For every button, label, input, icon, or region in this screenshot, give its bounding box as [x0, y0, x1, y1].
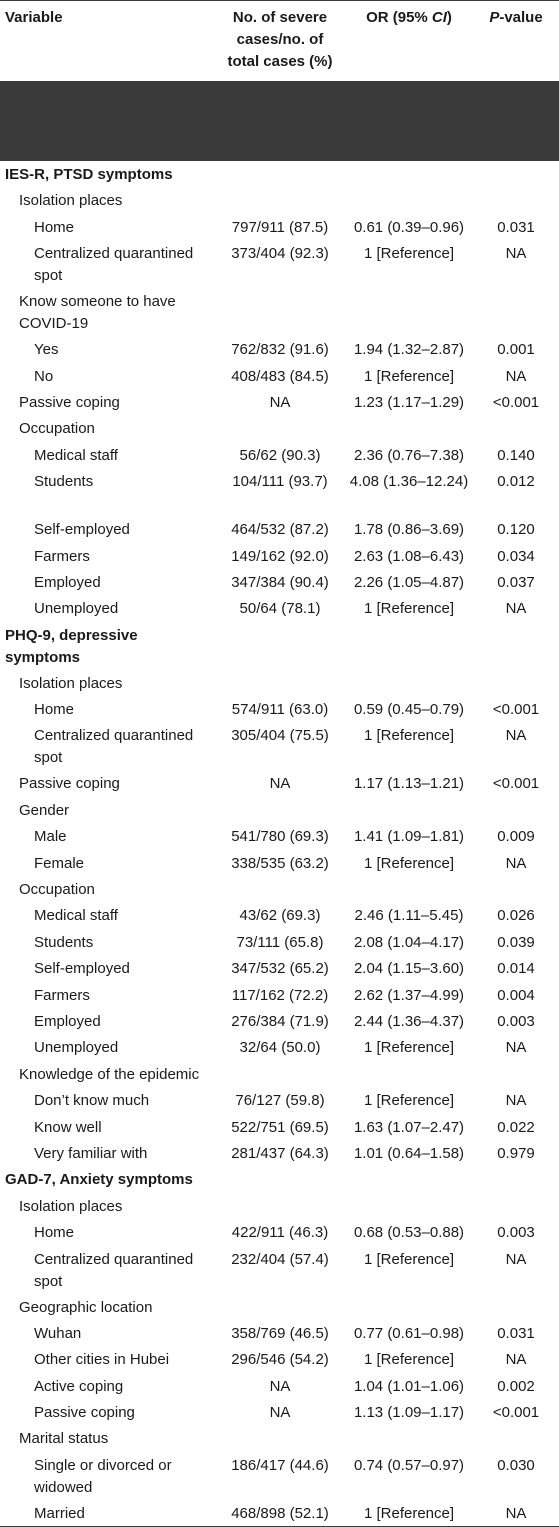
cell-variable: Know well [34, 1118, 102, 1136]
header-or: OR (95% CI) [366, 9, 452, 26]
cell-variable: Very familiar with [34, 1144, 148, 1162]
table-row [0, 595, 559, 621]
header-variable: Variable [5, 9, 63, 26]
cell-p [473, 1166, 559, 1192]
cell-or: 1 [Reference] [363, 854, 455, 872]
cell-cases: 149/162 (92.0) [231, 547, 329, 565]
cell-cases: 422/911 (46.3) [231, 1224, 329, 1242]
cell-p: 0.003 [497, 1224, 535, 1242]
cell-or: 0.61 (0.39–0.96) [353, 218, 465, 236]
cell-cases: 541/780 (69.3) [231, 828, 329, 846]
cell-variable: Passive coping [34, 1404, 135, 1422]
table-row [0, 1452, 559, 1500]
cell-or: 1.17 (1.13–1.21) [353, 775, 465, 793]
cell-variable: Farmers [34, 986, 90, 1004]
cell-or [345, 1166, 473, 1192]
cell-variable: Wuhan [34, 1324, 82, 1342]
cell-cases: 232/404 (57.4) [231, 1250, 329, 1268]
cell-p: NA [505, 367, 527, 385]
cell-or: 1.23 (1.17–1.29) [353, 393, 465, 411]
cell-variable: Isolation places [19, 1197, 123, 1215]
cell-cases [215, 876, 345, 902]
table-row [0, 1320, 559, 1346]
cell-cases: 186/417 (44.6) [231, 1456, 329, 1474]
section-row [0, 622, 559, 670]
cell-or: 1 [Reference] [363, 245, 455, 263]
cell-or [345, 187, 473, 213]
cell-or [345, 415, 473, 441]
cell-or: 4.08 (1.36–12.24) [349, 473, 469, 491]
cell-variable: Students [34, 933, 94, 951]
cell-cases [215, 797, 345, 823]
table-header [0, 1, 559, 161]
cell-or [345, 1425, 473, 1451]
cell-p [473, 415, 559, 441]
cell-cases: 338/535 (63.2) [231, 854, 329, 872]
cell-or: 2.04 (1.15–3.60) [353, 960, 465, 978]
cell-cases: 305/404 (75.5) [231, 727, 329, 745]
cell-cases: NA [269, 1377, 291, 1395]
cell-variable: Self-employed [34, 521, 130, 539]
cell-variable: Home [34, 1224, 75, 1242]
cell-cases [215, 161, 345, 187]
cell-cases: 276/384 (71.9) [231, 1012, 329, 1030]
cell-cases: 408/483 (84.5) [231, 367, 329, 385]
cell-cases: NA [269, 1404, 291, 1422]
group-row [0, 187, 559, 213]
cell-variable: Male [34, 828, 67, 846]
group-row [0, 670, 559, 696]
table-row [0, 696, 559, 722]
cell-cases [215, 670, 345, 696]
cell-cases: 104/111 (93.7) [232, 473, 328, 491]
cell-or: 1.01 (0.64–1.58) [353, 1144, 465, 1162]
cell-cases: 522/751 (69.5) [231, 1118, 329, 1136]
cell-p: NA [505, 1504, 527, 1522]
cell-variable: Know someone to have COVID-19 [19, 293, 176, 333]
table-row [0, 722, 559, 770]
cell-or [345, 876, 473, 902]
table-row [0, 902, 559, 928]
cell-variable: GAD-7, Anxiety symptoms [5, 1171, 193, 1189]
group-row [0, 876, 559, 902]
table-row [0, 929, 559, 955]
table-row [0, 569, 559, 595]
cell-cases: 117/162 (72.2) [231, 986, 329, 1004]
cell-p: 0.002 [497, 1377, 535, 1395]
cell-p: 0.031 [497, 1324, 535, 1342]
cell-p [473, 187, 559, 213]
cell-p: 0.030 [497, 1456, 535, 1474]
table-row [0, 1114, 559, 1140]
cell-or: 1 [Reference] [363, 1351, 455, 1369]
cell-variable: PHQ-9, depressive symptoms [5, 626, 138, 666]
cell-p: 0.012 [497, 473, 535, 491]
table-row [0, 823, 559, 849]
cell-variable: Centralized quarantined spot [34, 1250, 194, 1290]
cell-variable: Don’t know much [34, 1092, 150, 1110]
cell-or: 0.59 (0.45–0.79) [353, 701, 465, 719]
cell-p: <0.001 [492, 393, 540, 411]
cell-cases: 358/769 (46.5) [231, 1324, 329, 1342]
cell-p [473, 161, 559, 187]
table-row [0, 982, 559, 1008]
table-row [0, 240, 559, 288]
group-row [0, 1193, 559, 1219]
cell-cases: 468/898 (52.1) [231, 1504, 329, 1522]
cell-variable: Gender [19, 801, 70, 819]
cell-cases: 73/111 (65.8) [236, 933, 324, 951]
cell-p: NA [505, 727, 527, 745]
cell-p [473, 1061, 559, 1087]
cell-or: 0.74 (0.57–0.97) [353, 1456, 465, 1474]
cell-or: 1.94 (1.32–2.87) [353, 341, 465, 359]
table-row [0, 1008, 559, 1034]
cell-or: 1 [Reference] [363, 600, 455, 618]
cell-cases: 56/62 (90.3) [239, 446, 321, 464]
table-row [0, 770, 559, 796]
cell-cases: 50/64 (78.1) [239, 600, 321, 618]
cell-variable: Passive coping [19, 775, 120, 793]
table-row [0, 1087, 559, 1113]
cell-variable: Passive coping [19, 393, 120, 411]
group-row [0, 1061, 559, 1087]
cell-or [345, 1193, 473, 1219]
table-row [0, 442, 559, 468]
cell-variable: Centralized quarantined spot [34, 245, 194, 285]
cell-or: 1.78 (0.86–3.69) [353, 521, 465, 539]
cell-p: NA [505, 600, 527, 618]
cell-variable: Married [34, 1504, 85, 1522]
table-row [0, 1219, 559, 1245]
cell-p: 0.026 [497, 907, 535, 925]
cell-p: 0.140 [497, 446, 535, 464]
cell-or [345, 1061, 473, 1087]
cell-variable: Students [34, 473, 94, 491]
cell-or [345, 288, 473, 336]
table-row [0, 850, 559, 876]
cell-p: 0.037 [497, 573, 535, 591]
cell-or: 1 [Reference] [363, 727, 455, 745]
cell-p: NA [505, 1092, 527, 1110]
cell-variable: Occupation [19, 420, 95, 438]
cell-variable: Active coping [34, 1377, 124, 1395]
cell-p: NA [505, 1250, 527, 1268]
table-row [0, 1346, 559, 1372]
cell-p: 0.120 [497, 521, 535, 539]
table-row [0, 468, 559, 516]
cell-p: 0.014 [497, 960, 535, 978]
cell-or [345, 622, 473, 670]
cell-p [473, 797, 559, 823]
cell-p: NA [505, 854, 527, 872]
cell-p [473, 1425, 559, 1451]
cell-p: 0.979 [497, 1144, 535, 1162]
cell-or [345, 1294, 473, 1320]
cell-or: 1 [Reference] [363, 1250, 455, 1268]
cell-variable: Isolation places [19, 674, 123, 692]
cell-p: <0.001 [492, 701, 540, 719]
cell-cases: 32/64 (50.0) [239, 1039, 321, 1057]
cell-cases: 76/127 (59.8) [235, 1092, 325, 1110]
cell-or: 1.13 (1.09–1.17) [353, 1404, 465, 1422]
group-row [0, 415, 559, 441]
section-row [0, 1166, 559, 1192]
cell-cases [215, 1166, 345, 1192]
cell-or: 2.36 (0.76–7.38) [353, 446, 465, 464]
cell-variable: Farmers [34, 547, 90, 565]
cell-cases [215, 415, 345, 441]
table-row [0, 389, 559, 415]
cell-or [345, 797, 473, 823]
cell-p: NA [505, 1039, 527, 1057]
cell-p: 0.031 [497, 218, 535, 236]
cell-p: <0.001 [492, 775, 540, 793]
cell-or: 2.46 (1.11–5.45) [354, 907, 464, 925]
cell-variable: Centralized quarantined spot [34, 727, 194, 767]
cell-variable: Single or divorced or widowed [34, 1456, 172, 1496]
cell-cases [215, 187, 345, 213]
group-row [0, 1425, 559, 1451]
table-row [0, 1373, 559, 1399]
cell-variable: Self-employed [34, 960, 130, 978]
cell-variable: Home [34, 701, 75, 719]
cell-p [473, 288, 559, 336]
cell-variable: Unemployed [34, 600, 119, 618]
cell-cases: 281/437 (64.3) [231, 1144, 329, 1162]
cell-or [345, 161, 473, 187]
cell-cases: 762/832 (91.6) [231, 341, 329, 359]
cell-p: 0.034 [497, 547, 535, 565]
cell-variable: Occupation [19, 881, 95, 899]
table-body [0, 161, 559, 1526]
cell-or: 2.62 (1.37–4.99) [353, 986, 465, 1004]
cell-variable: IES-R, PTSD symptoms [5, 166, 173, 183]
header-p-value: P-value [489, 9, 543, 26]
group-row [0, 1294, 559, 1320]
cell-cases [215, 1193, 345, 1219]
cell-p: NA [505, 245, 527, 263]
cell-cases: 43/62 (69.3) [239, 907, 321, 925]
table-row [0, 516, 559, 542]
table-row [0, 543, 559, 569]
table-row [0, 1034, 559, 1060]
group-row [0, 288, 559, 336]
cell-or [345, 670, 473, 696]
cell-variable: Marital status [19, 1430, 109, 1448]
cell-p [473, 670, 559, 696]
cell-or: 1 [Reference] [363, 1039, 455, 1057]
cell-p: 0.039 [497, 933, 535, 951]
cell-cases: 464/532 (87.2) [231, 521, 329, 539]
cell-variable: Yes [34, 341, 59, 359]
cell-p: 0.001 [497, 341, 535, 359]
table-row [0, 214, 559, 240]
table-row [0, 955, 559, 981]
cell-variable: Unemployed [34, 1039, 119, 1057]
cell-variable: Isolation places [19, 192, 123, 210]
cell-variable: No [34, 367, 54, 385]
cell-or: 1 [Reference] [363, 367, 455, 385]
cell-variable: Medical staff [34, 446, 118, 464]
table-row [0, 1500, 559, 1526]
cell-or: 1.41 (1.09–1.81) [353, 828, 465, 846]
cell-or: 2.63 (1.08–6.43) [353, 547, 465, 565]
cell-p: <0.001 [492, 1404, 540, 1422]
cell-variable: Employed [34, 1012, 101, 1030]
cell-or: 1.63 (1.07–2.47) [353, 1118, 465, 1136]
cell-p: 0.003 [497, 1012, 535, 1030]
header-cases: No. of severe cases/no. of total cases (%) [227, 9, 333, 70]
cell-or: 0.77 (0.61–0.98) [353, 1324, 465, 1342]
table-row [0, 1246, 559, 1294]
table-row [0, 1399, 559, 1425]
cell-p [473, 1294, 559, 1320]
cell-cases: NA [269, 393, 291, 411]
cell-p [473, 1193, 559, 1219]
cell-cases [215, 288, 345, 336]
cell-variable: Employed [34, 573, 101, 591]
cell-cases [215, 622, 345, 670]
cell-variable: Other cities in Hubei [34, 1351, 170, 1369]
cell-or: 1 [Reference] [363, 1504, 455, 1522]
cell-or: 2.26 (1.05–4.87) [353, 573, 465, 591]
cell-cases: NA [269, 775, 291, 793]
cell-cases: 347/384 (90.4) [231, 573, 329, 591]
cell-cases: 574/911 (63.0) [231, 701, 329, 719]
cell-or: 1 [Reference] [363, 1092, 455, 1110]
table-row [0, 1140, 559, 1166]
group-row [0, 797, 559, 823]
cell-cases [215, 1294, 345, 1320]
header-rule [0, 81, 559, 161]
cell-variable: Geographic location [19, 1298, 153, 1316]
section-row [0, 161, 559, 187]
cell-p: 0.009 [497, 828, 535, 846]
cell-p [473, 876, 559, 902]
cell-cases [215, 1061, 345, 1087]
cell-variable: Knowledge of the epidemic [19, 1065, 200, 1083]
table-row [0, 336, 559, 362]
cell-or: 1.04 (1.01–1.06) [353, 1377, 465, 1395]
cell-cases: 373/404 (92.3) [231, 245, 329, 263]
results-table [0, 1, 559, 1526]
table-row [0, 363, 559, 389]
cell-or: 0.68 (0.53–0.88) [353, 1224, 465, 1242]
cell-cases: 797/911 (87.5) [231, 218, 329, 236]
cell-p: 0.022 [497, 1118, 535, 1136]
cell-variable: Female [34, 854, 85, 872]
cell-p: NA [505, 1351, 527, 1369]
cell-p: 0.004 [497, 986, 535, 1004]
cell-cases: 347/532 (65.2) [231, 960, 329, 978]
cell-variable: Medical staff [34, 907, 118, 925]
cell-variable: Home [34, 218, 75, 236]
cell-p [473, 622, 559, 670]
cell-or: 2.44 (1.36–4.37) [353, 1012, 465, 1030]
cell-cases: 296/546 (54.2) [231, 1351, 329, 1369]
cell-cases [215, 1425, 345, 1451]
cell-or: 2.08 (1.04–4.17) [353, 933, 465, 951]
